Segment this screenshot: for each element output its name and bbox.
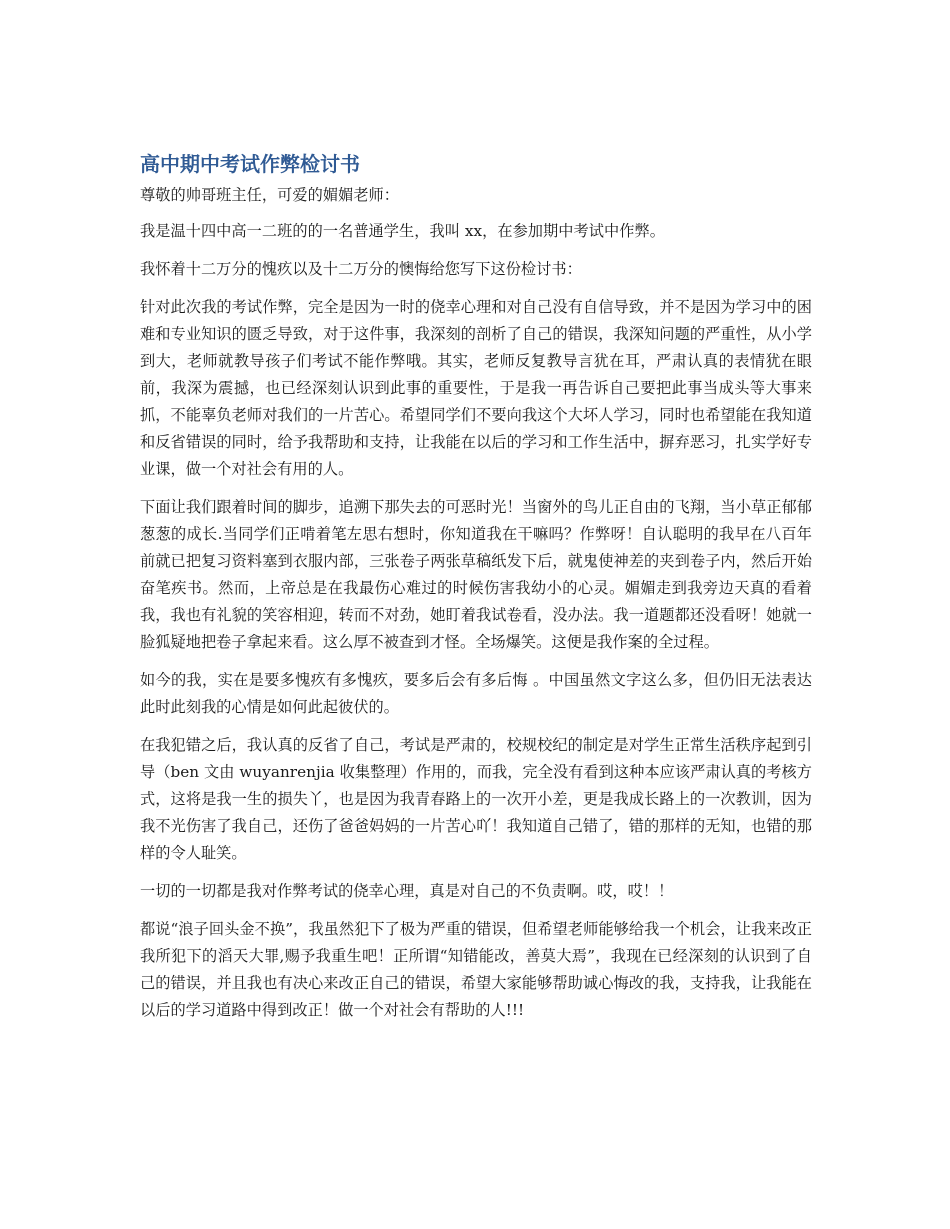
paragraph-closing: 都说“浪子回头金不换”，我虽然犯下了极为严重的错误，但希望老师能够给我一个机会，让我来改正我所犯下的滔天大罪,赐予我重生吧！正所谓“知错能改，善莫大焉”，我现在已经深刻的认识到了自己的错误，并且我也有决心来改正自己的错误，希望大家能够帮助诚心悔改的我，支持我，让我能在以后的学习道路中得到改正！做一个对社会有帮助的人!!!: [140, 920, 812, 1019]
document-page: [140, 150, 812, 1035]
paragraph-lead: 我怀着十二万分的愧疚以及十二万分的懊悔给您写下这份检讨书：: [140, 260, 582, 278]
document-title: 高中期中考试作弊检讨书: [140, 152, 360, 176]
paragraph-summary: 一切的一切都是我对作弊考试的侥幸心理，真是对自己的不负责啊。哎，哎！！: [140, 882, 674, 900]
paragraph-reflection: 在我犯错之后，我认真的反省了自己，考试是严肃的，校规校纪的制定是对学生正常生活秩序起到引导（ben 文由 wuyanrenjia 收集整理）作用的，而我，完全没有看到这种本应该严肃认真的考核方式，这将是我一生的损失丫，也是因为我青春路上的一次开小差，更是我成长路上的一次教训，因为我不光伤害了我自己，还伤了爸爸妈妈的一片苦心吖！我知道自己错了，错的那样的无知，也错的那样的令人耻笑。: [140, 736, 812, 862]
salutation: 尊敬的帅哥班主任，可爱的媚媚老师：: [140, 186, 400, 204]
paragraph-intro: 我是温十四中高一二班的的一名普通学生，我叫 xx，在参加期中考试中作弊。: [140, 222, 665, 240]
paragraph-regret: 如今的我，实在是要多愧疚有多愧疚，要多后会有多后悔 。中国虽然文字这么多，但仍旧无法表达此时此刻我的心情是如何此起彼伏的。: [140, 671, 812, 716]
paragraph-story: 下面让我们跟着时间的脚步，追溯下那失去的可恶时光！当窗外的鸟儿正自由的飞翔，当小草正郁郁葱葱的成长.当同学们正啃着笔左思右想时，你知道我在干嘛吗？作弊呀！自认聪明的我早在八百年前就已把复习资料塞到衣服内部，三张卷子两张草稿纸发下后，就鬼使神差的夹到卷子内，然后开始奋笔疾书。然而，上帝总是在我最伤心难过的时候伤害我幼小的心灵。媚媚走到我旁边天真的看着我，我也有礼貌的笑容相迎，转而不对劲，她盯着我试卷看，没办法。我一道题都还没看呀！她就一脸狐疑地把卷子拿起来看。这么厚不被查到才怪。全场爆笑。这便是我作案的全过程。: [140, 498, 812, 651]
paragraph-reason: 针对此次我的考试作弊，完全是因为一时的侥幸心理和对自己没有自信导致，并不是因为学习中的困难和专业知识的匮乏导致，对于这件事，我深刻的剖析了自己的错误，我深知问题的严重性，从小学到大，老师就教导孩子们考试不能作弊哦。其实，老师反复教导言犹在耳，严肃认真的表情犹在眼前，我深为震撼，也已经深刻认识到此事的重要性，于是我一再告诉自己要把此事当成头等大事来抓，不能辜负老师对我们的一片苦心。希望同学们不要向我这个大坏人学习，同时也希望能在我知道和反省错误的同时，给予我帮助和支持，让我能在以后的学习和工作生活中，摒弃恶习，扎实学好专业课，做一个对社会有用的人。: [140, 298, 812, 478]
